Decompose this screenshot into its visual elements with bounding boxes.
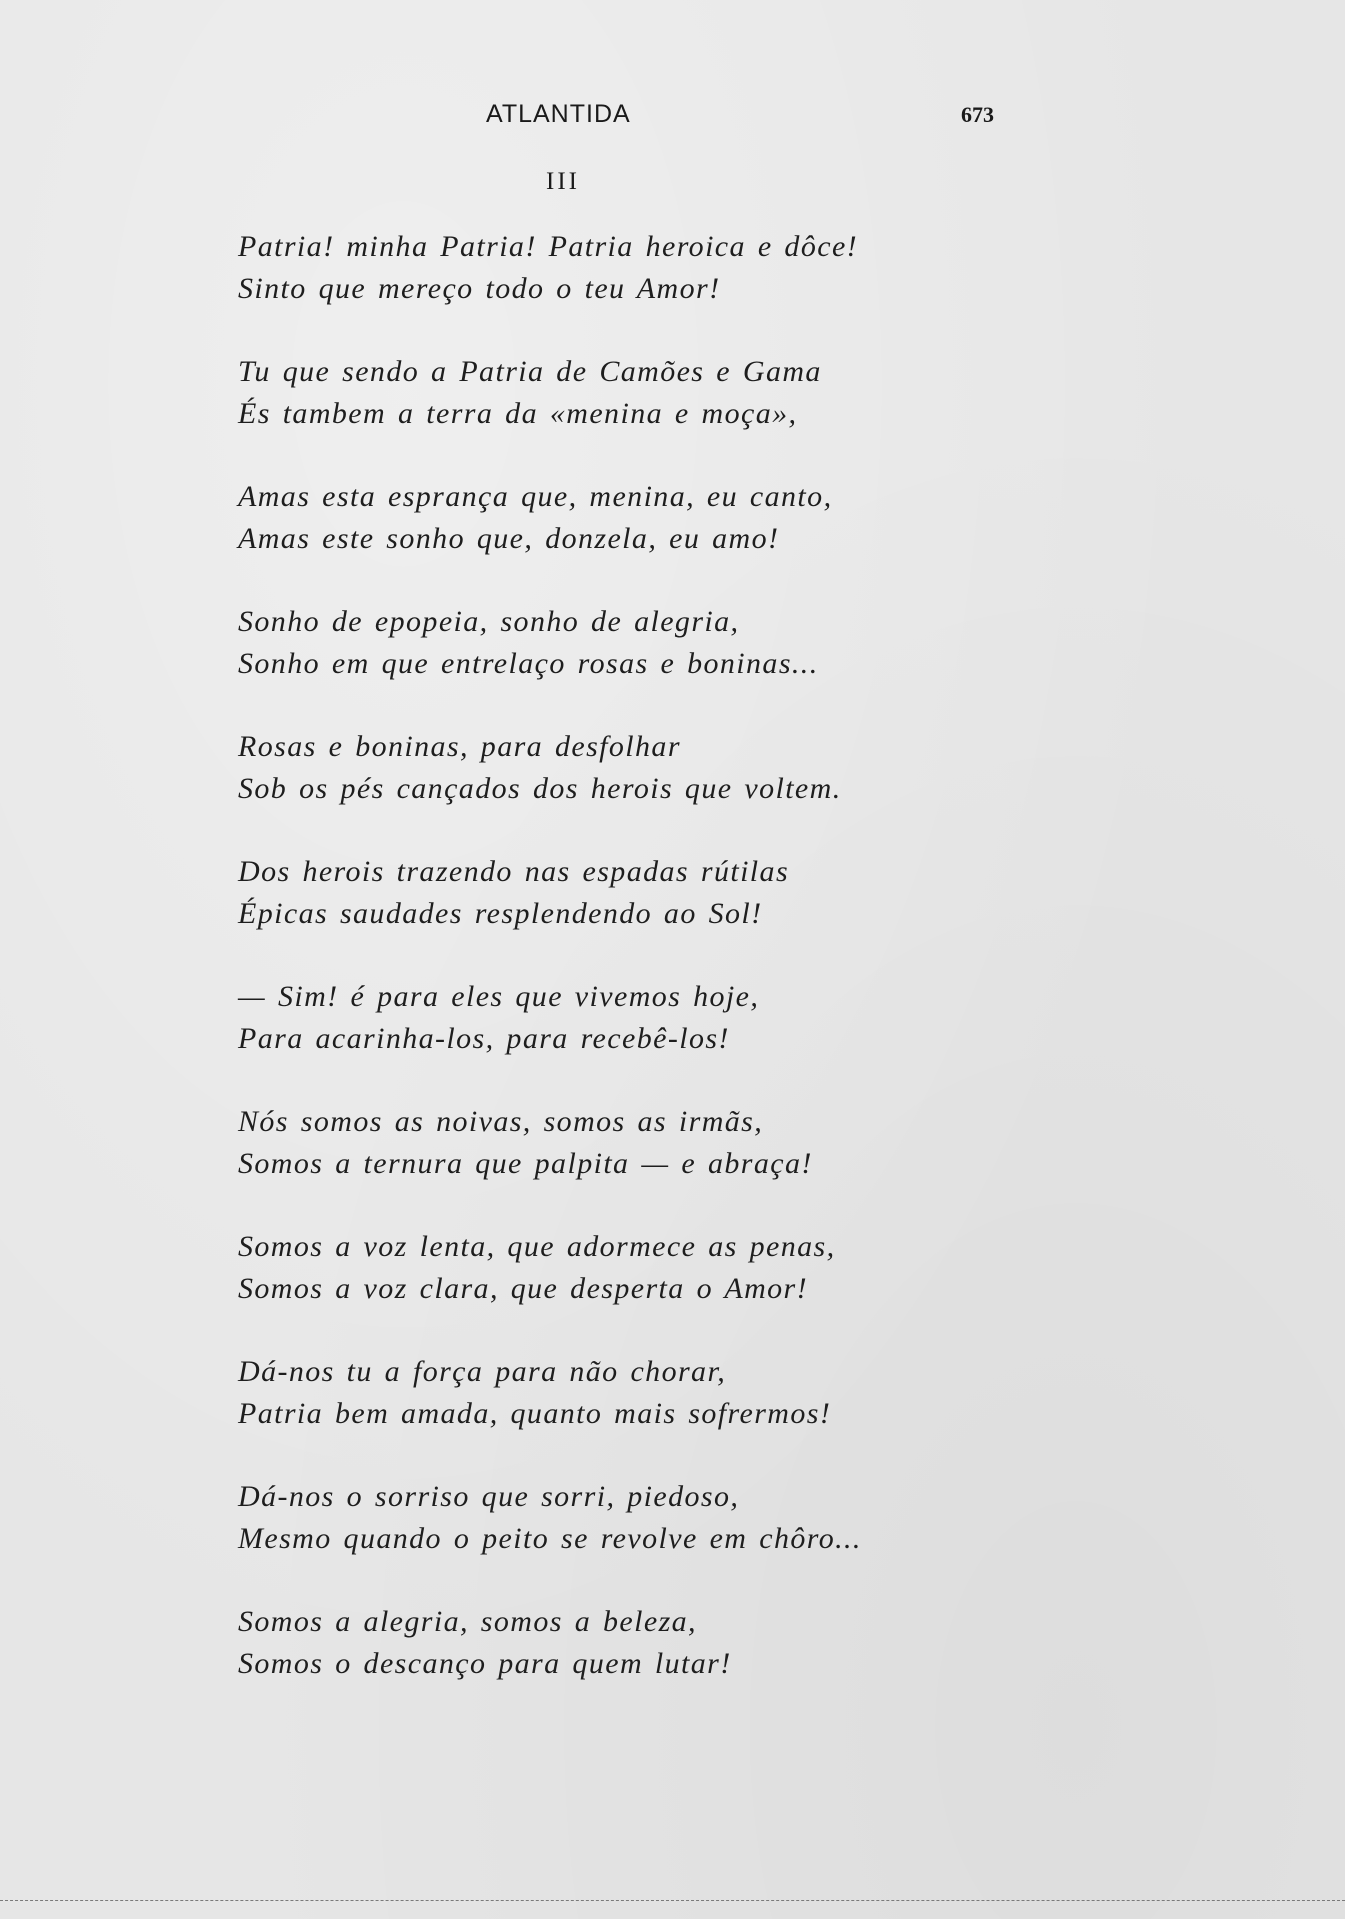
- verse-line: Sinto que mereço todo o teu Amor!: [238, 272, 721, 305]
- verse-line: Épicas saudades resplendendo ao Sol!: [238, 897, 763, 930]
- verse-line: Para acarinha-los, para recebê-los!: [238, 1022, 730, 1055]
- stanza-11: [238, 1476, 1218, 1560]
- stanza-12: [238, 1601, 1218, 1685]
- running-title: ATLANTIDA: [486, 100, 631, 128]
- verse-line: Patria! minha Patria! Patria heroica e dôce!: [238, 230, 859, 263]
- poem-body: [238, 226, 1218, 1726]
- verse-line: Somos o descanço para quem lutar!: [238, 1647, 732, 1680]
- bottom-edge-line: [0, 1900, 1345, 1901]
- verse-line: Tu que sendo a Patria de Camões e Gama: [238, 355, 822, 388]
- stanza-1: [238, 226, 1218, 310]
- stanza-7: [238, 976, 1218, 1060]
- verse-line: Sonho de epopeia, sonho de alegria,: [238, 605, 740, 638]
- verse-line: Dos herois trazendo nas espadas rútilas: [238, 855, 790, 888]
- verse-line: Somos a ternura que palpita — e abraça!: [238, 1147, 813, 1180]
- page-number: 673: [961, 102, 994, 127]
- verse-line: Sonho em que entrelaço rosas e boninas...: [238, 647, 819, 680]
- stanza-10: [238, 1351, 1218, 1435]
- verse-line: Dá-nos tu a força para não chorar,: [238, 1355, 727, 1388]
- section-number: III: [546, 168, 580, 195]
- verse-line: Amas este sonho que, donzela, eu amo!: [238, 522, 780, 555]
- verse-line: És tambem a terra da «menina e moça»,: [238, 397, 798, 430]
- stanza-5: [238, 726, 1218, 810]
- verse-line: Rosas e boninas, para desfolhar: [238, 730, 681, 763]
- verse-line: Patria bem amada, quanto mais sofrermos!: [238, 1397, 832, 1430]
- stanza-4: [238, 601, 1218, 685]
- verse-line: Nós somos as noivas, somos as irmãs,: [238, 1105, 764, 1138]
- stanza-9: [238, 1226, 1218, 1310]
- verse-line: Somos a voz clara, que desperta o Amor!: [238, 1272, 808, 1305]
- verse-line: Amas esta esprança que, menina, eu canto,: [238, 480, 833, 513]
- verse-line: Sob os pés cançados dos herois que voltem.: [238, 772, 842, 805]
- stanza-6: [238, 851, 1218, 935]
- verse-line: Dá-nos o sorriso que sorri, piedoso,: [238, 1480, 740, 1513]
- stanza-2: [238, 351, 1218, 435]
- verse-line: Somos a voz lenta, que adormece as penas,: [238, 1230, 836, 1263]
- verse-line: Somos a alegria, somos a beleza,: [238, 1605, 697, 1638]
- verse-line: — Sim! é para eles que vivemos hoje,: [238, 980, 760, 1013]
- stanza-3: [238, 476, 1218, 560]
- verse-line: Mesmo quando o peito se revolve em chôro...: [238, 1522, 862, 1555]
- stanza-8: [238, 1101, 1218, 1185]
